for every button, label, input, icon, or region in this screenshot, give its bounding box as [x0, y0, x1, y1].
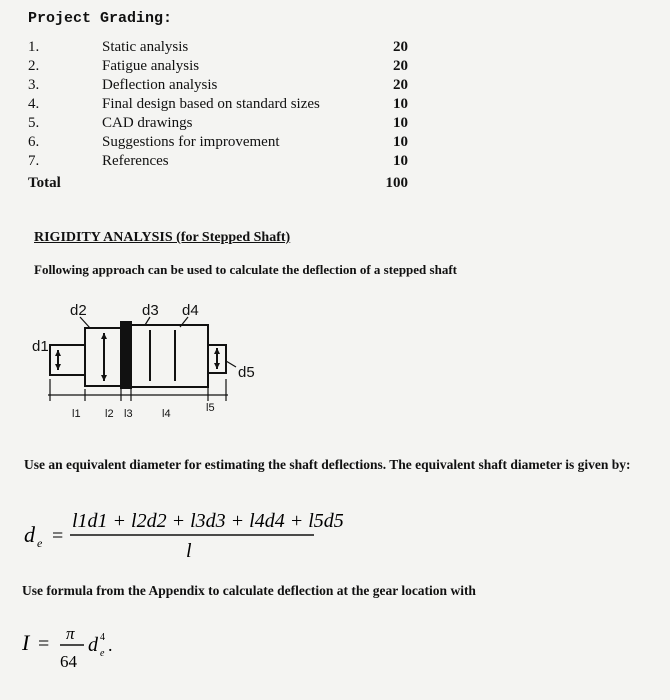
grading-name: Static analysis [102, 39, 189, 55]
formula-numerator: l1d1 + l2d2 + l3d3 + l4d4 + l5d5 [72, 510, 344, 532]
grading-title: Project Grading: [28, 10, 173, 27]
label-l4: l4 [162, 408, 171, 420]
label-l3: l3 [124, 408, 133, 420]
grading-row [28, 133, 408, 152]
grading-total-label: Total [28, 175, 61, 191]
inertia-equals: = [38, 633, 50, 655]
inertia-period: . [108, 635, 113, 655]
stepped-shaft-diagram [30, 295, 280, 430]
grading-points: 10 [393, 153, 408, 169]
grading-num: 2. [28, 58, 40, 74]
label-l1: l1 [72, 408, 81, 420]
inertia-64: 64 [60, 652, 77, 671]
formula-equals: = [52, 525, 64, 547]
grading-row [28, 57, 408, 76]
appendix-text: Use formula from the Appendix to calculate deflection at the gear location with [22, 583, 476, 598]
grading-row [28, 95, 408, 114]
grading-num: 4. [28, 96, 40, 112]
grading-row [28, 152, 408, 171]
grading-num: 5. [28, 115, 40, 131]
rigidity-intro: Following approach can be used to calculate the deflection of a stepped shaft [34, 262, 457, 277]
label-d3: d3 [142, 302, 159, 319]
grading-points: 20 [393, 58, 408, 74]
formula-lhs-sub: e [37, 536, 43, 550]
label-d4: d4 [182, 302, 199, 319]
grading-total-row [28, 174, 408, 193]
grading-points: 10 [393, 115, 408, 131]
grading-name: CAD drawings [102, 115, 193, 131]
inertia-d: d [88, 634, 98, 656]
grading-num: 1. [28, 39, 40, 55]
label-d2: d2 [70, 302, 87, 319]
grading-points: 20 [393, 39, 408, 55]
grading-total-points: 100 [385, 175, 408, 191]
label-l5: l5 [206, 402, 215, 414]
formula-denominator: l [186, 540, 192, 562]
grading-name: Fatigue analysis [102, 58, 200, 74]
inertia-pi: π [66, 624, 75, 643]
grading-row [28, 38, 408, 57]
inertia-exp: 4 [100, 632, 105, 643]
grading-num: 3. [28, 77, 40, 93]
grading-points: 20 [393, 77, 408, 93]
grading-name: Deflection analysis [102, 77, 218, 93]
moment-of-inertia-formula [22, 615, 162, 685]
grading-num: 7. [28, 153, 40, 169]
grading-name: Final design based on standard sizes [102, 96, 320, 112]
grading-name: References [102, 153, 169, 169]
rigidity-heading: RIGIDITY ANALYSIS (for Stepped Shaft) [34, 230, 291, 245]
label-d1: d1 [32, 338, 49, 355]
equivalent-diameter-text: Use an equivalent diameter for estimating the shaft deflections. The equivalent shaft diameter is given by: [24, 457, 631, 472]
label-l2: l2 [105, 408, 114, 420]
inertia-sub: e [100, 648, 105, 659]
grading-points: 10 [393, 134, 408, 150]
grading-name: Suggestions for improvement [102, 134, 280, 150]
grading-row [28, 76, 408, 95]
grading-row [28, 114, 408, 133]
grading-points: 10 [393, 96, 408, 112]
label-d5: d5 [238, 364, 255, 381]
formula-lhs: d [24, 522, 35, 547]
inertia-lhs: I [22, 630, 30, 655]
equivalent-diameter-formula [24, 505, 344, 565]
grading-num: 6. [28, 134, 40, 150]
